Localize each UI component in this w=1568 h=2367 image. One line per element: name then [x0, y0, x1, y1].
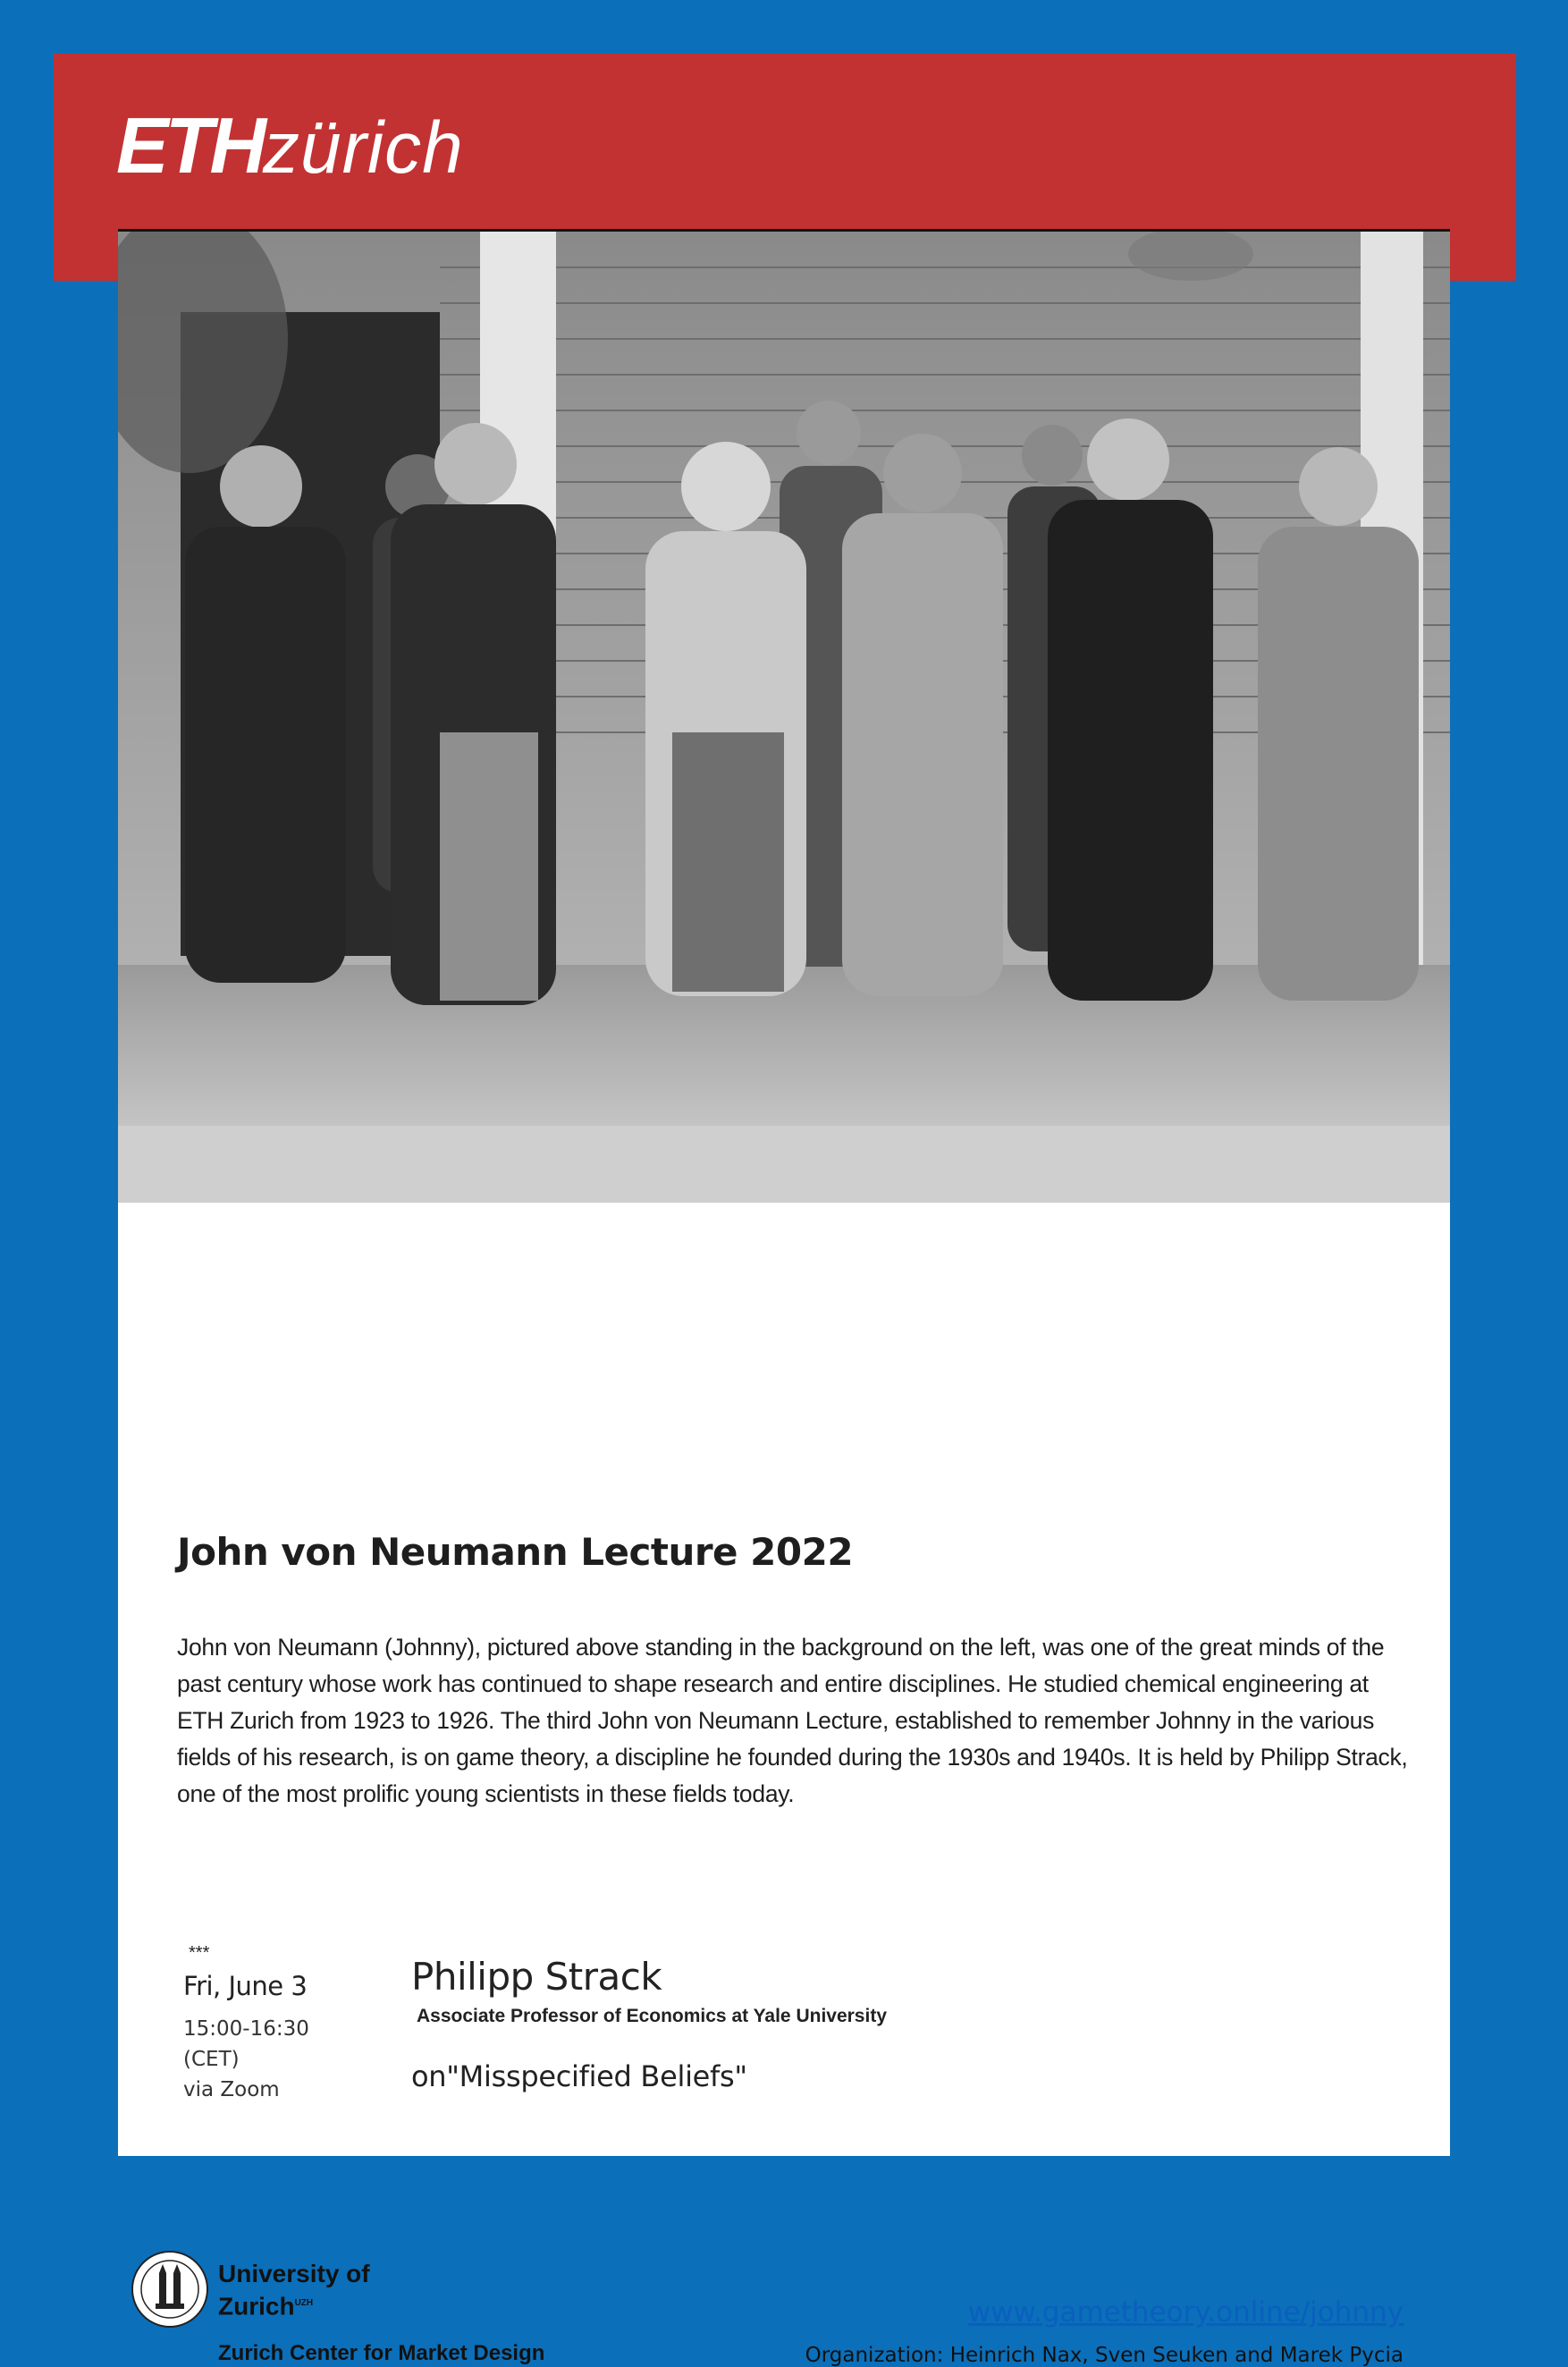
eth-logo-part1: ETH — [116, 101, 263, 190]
speaker-name: Philipp Strack — [411, 1955, 662, 1999]
separator-stars: *** — [189, 1943, 210, 1963]
center-name: Zurich Center for Market Design — [218, 2341, 545, 2365]
talk-title: on"Misspecified Beliefs" — [411, 2059, 747, 2093]
event-url-link[interactable]: www.gametheory.online/johnny — [967, 2296, 1404, 2329]
group-photo — [118, 232, 1450, 1203]
event-date: Fri, June 3 — [183, 1971, 308, 2001]
event-venue: via Zoom — [183, 2078, 280, 2101]
page-title: John von Neumann Lecture 2022 — [177, 1530, 854, 1574]
event-time: 15:00-16:30 — [183, 2017, 309, 2041]
uzh-line1: University of — [218, 2260, 370, 2287]
eth-zurich-logo — [116, 100, 464, 190]
uzh-line2: Zurich — [218, 2292, 295, 2321]
speaker-block — [411, 1955, 887, 2093]
poster-card — [118, 229, 1450, 2367]
uzh-seal-icon — [131, 2250, 209, 2329]
group-photo-illustration — [118, 232, 1450, 1203]
description-paragraph: John von Neumann (Johnny), pictured above standing in the background on the left, was one of the great minds of the past century whose work has continued to shape research and entire disciplines. He studied chemical engineering at ETH Zurich from 1923 to 1926. The third John von Neumann Lecture, established to remember Johnny in the various fields of his research, is on game theory, a discipline he founded during the 1930s and 1940s. It is held by Philipp Strack, one of the most prolific young scientists in these fields today. — [177, 1634, 1408, 1807]
eth-logo-part2: zürich — [263, 107, 464, 189]
speaker-affiliation: Associate Professor of Economics at Yale University — [417, 2006, 887, 2026]
uzh-logo-text — [218, 2259, 370, 2321]
event-details — [183, 1944, 309, 2105]
event-timezone: (CET) — [183, 2048, 240, 2071]
organizers: Organization: Heinrich Nax, Sven Seuken and Marek Pycia — [805, 2344, 1404, 2367]
uzh-sup: UZH — [294, 2298, 314, 2308]
